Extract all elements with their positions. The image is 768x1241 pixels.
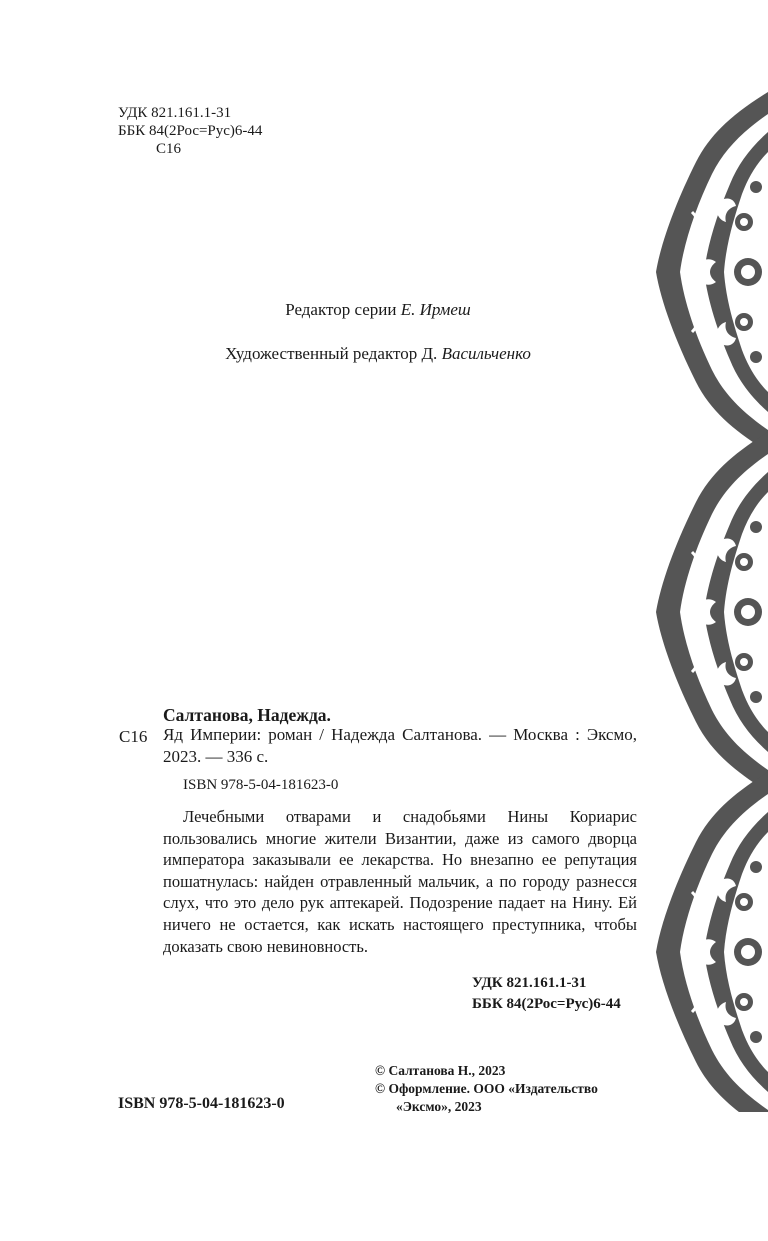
catalog-bbk: ББК 84(2Рос=Рус)6-44 — [472, 996, 621, 1012]
catalog-classification-codes — [472, 973, 621, 1015]
copyright-author: © Салтанова Н., 2023 — [375, 1063, 506, 1078]
art-editor-initial: Д. — [421, 344, 438, 363]
copyright-design: © Оформление. ООО «Издательство — [375, 1081, 598, 1096]
bbk-code: ББК 84(2Рос=Рус)6-44 — [118, 123, 263, 139]
series-editor-role: Редактор серии — [285, 300, 397, 319]
catalog-author-mark: С16 — [119, 727, 148, 746]
isbn-bottom: ISBN 978-5-04-181623-0 — [118, 1095, 285, 1112]
art-editor-name: Васильченко — [441, 344, 531, 363]
udk-code: УДК 821.161.1-31 — [118, 105, 232, 121]
series-editor-credit — [0, 300, 756, 320]
catalog-author-heading: Салтанова, Надежда. — [163, 705, 331, 725]
art-editor-credit — [0, 344, 756, 364]
book-annotation: Лечебными отварами и снадобьями Нины Кориарис пользовались многие жители Византии, даже из самого дворца императора заказывали ее лекарства. Но внезапно ее репутация пошатнулась: найден отравленный мальчик, а по городу разнесся слух, что это дело рук аптекарей. Подозрение падает на Нину. Ей ничего не остается, как искать настоящего преступника, чтобы доказать свою невиновность. — [163, 807, 637, 956]
author-mark: С16 — [156, 141, 182, 157]
top-classification-codes — [118, 104, 262, 158]
art-editor-role: Художественный редактор — [225, 344, 418, 363]
catalog-description: Яд Империи: роман / Надежда Салтанова. — Москва : Эксмо, 2023. — 336 с. — [163, 725, 637, 766]
copyright-publisher: «Эксмо», 2023 — [396, 1099, 482, 1114]
series-editor-name: Е. Ирмеш — [400, 300, 471, 319]
catalog-udk: УДК 821.161.1-31 — [472, 975, 587, 991]
copyright-notice — [375, 1062, 598, 1116]
ornament-border-icon — [656, 92, 768, 1112]
catalog-isbn: ISBN 978-5-04-181623-0 — [183, 777, 339, 793]
